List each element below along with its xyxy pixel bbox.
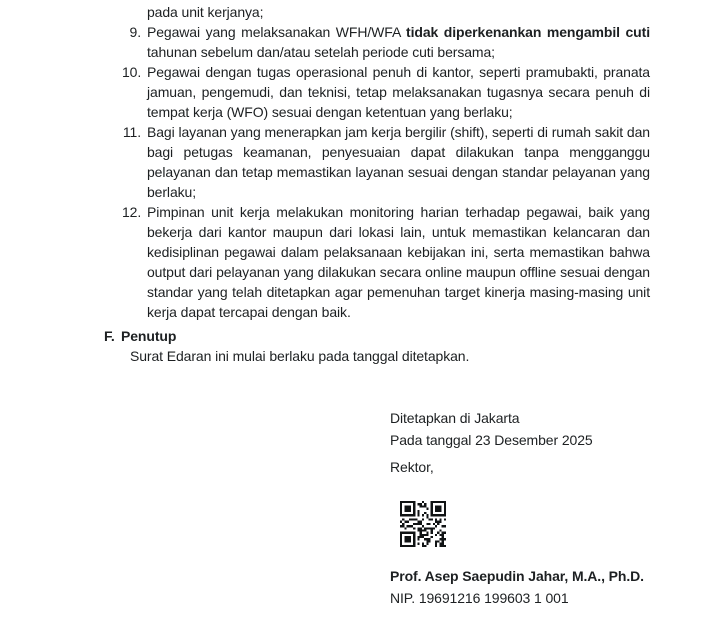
signature-date: Pada tanggal 23 Desember 2025 xyxy=(390,432,593,448)
list-item-number: 11. xyxy=(122,124,141,140)
list-item-number: 9. xyxy=(129,24,141,40)
signatory-name: Prof. Asep Saepudin Jahar, M.A., Ph.D. xyxy=(390,568,644,584)
list-item xyxy=(122,22,650,62)
list-item xyxy=(122,122,650,202)
list-item-number: 12. xyxy=(122,204,142,220)
list-item-text: Pegawai yang melaksanakan WFH/WFA tidak diperkenankan mengambil cuti tahunan sebelum dan/atau setelah periode cuti bersama; xyxy=(147,24,650,60)
signature-block xyxy=(390,407,690,609)
list-item-number: 10. xyxy=(122,64,142,80)
continuation-text: pada unit kerjanya; xyxy=(147,4,264,20)
section-body-text: Surat Edaran ini mulai berlaku pada tanggal ditetapkan. xyxy=(130,348,470,364)
signature-place: Ditetapkan di Jakarta xyxy=(390,410,520,426)
document-body xyxy=(122,2,650,322)
section-title: Penutup xyxy=(121,328,177,344)
list-item xyxy=(122,202,650,322)
numbered-list xyxy=(122,22,650,322)
list-item xyxy=(122,62,650,122)
section-penutup xyxy=(104,326,650,366)
list-item-text: Bagi layanan yang menerapkan jam kerja bergilir (shift), seperti di rumah sakit dan bagi petugas keamanan, penyesuaian dapat dilakukan tanpa mengganggu pelayanan dan tetap memastikan layanan sesuai dengan standar pelayanan yang berlaku; xyxy=(147,124,650,200)
section-letter: F. xyxy=(104,328,115,344)
signatory-nip: NIP. 19691216 199603 1 001 xyxy=(390,590,569,606)
section-heading xyxy=(104,326,650,346)
list-item-text: Pimpinan unit kerja melakukan monitoring harian terhadap pegawai, baik yang bekerja dari kantor maupun dari lokasi lain, untuk memastikan kelancaran dan kedisiplinan pegawai dalam pelaksanaan kebijakan ini, serta memastikan bahwa output dari pelayanan yang dilakukan secara online maupun offline sesuai dengan standar yang telah ditetapkan agar pemenuhan target kinerja masing-masing unit kerja dapat tercapai dengan baik. xyxy=(147,204,650,320)
qr-code-icon xyxy=(400,498,446,550)
signature-role: Rektor, xyxy=(390,459,434,475)
list-item-text: Pegawai dengan tugas operasional penuh di kantor, seperti pramubakti, pranata jamuan, pengemudi, dan teknisi, tetap melaksanakan tugasnya secara penuh di tempat kerja (WFO) sesuai dengan ketentuan yang berlaku; xyxy=(147,64,650,120)
